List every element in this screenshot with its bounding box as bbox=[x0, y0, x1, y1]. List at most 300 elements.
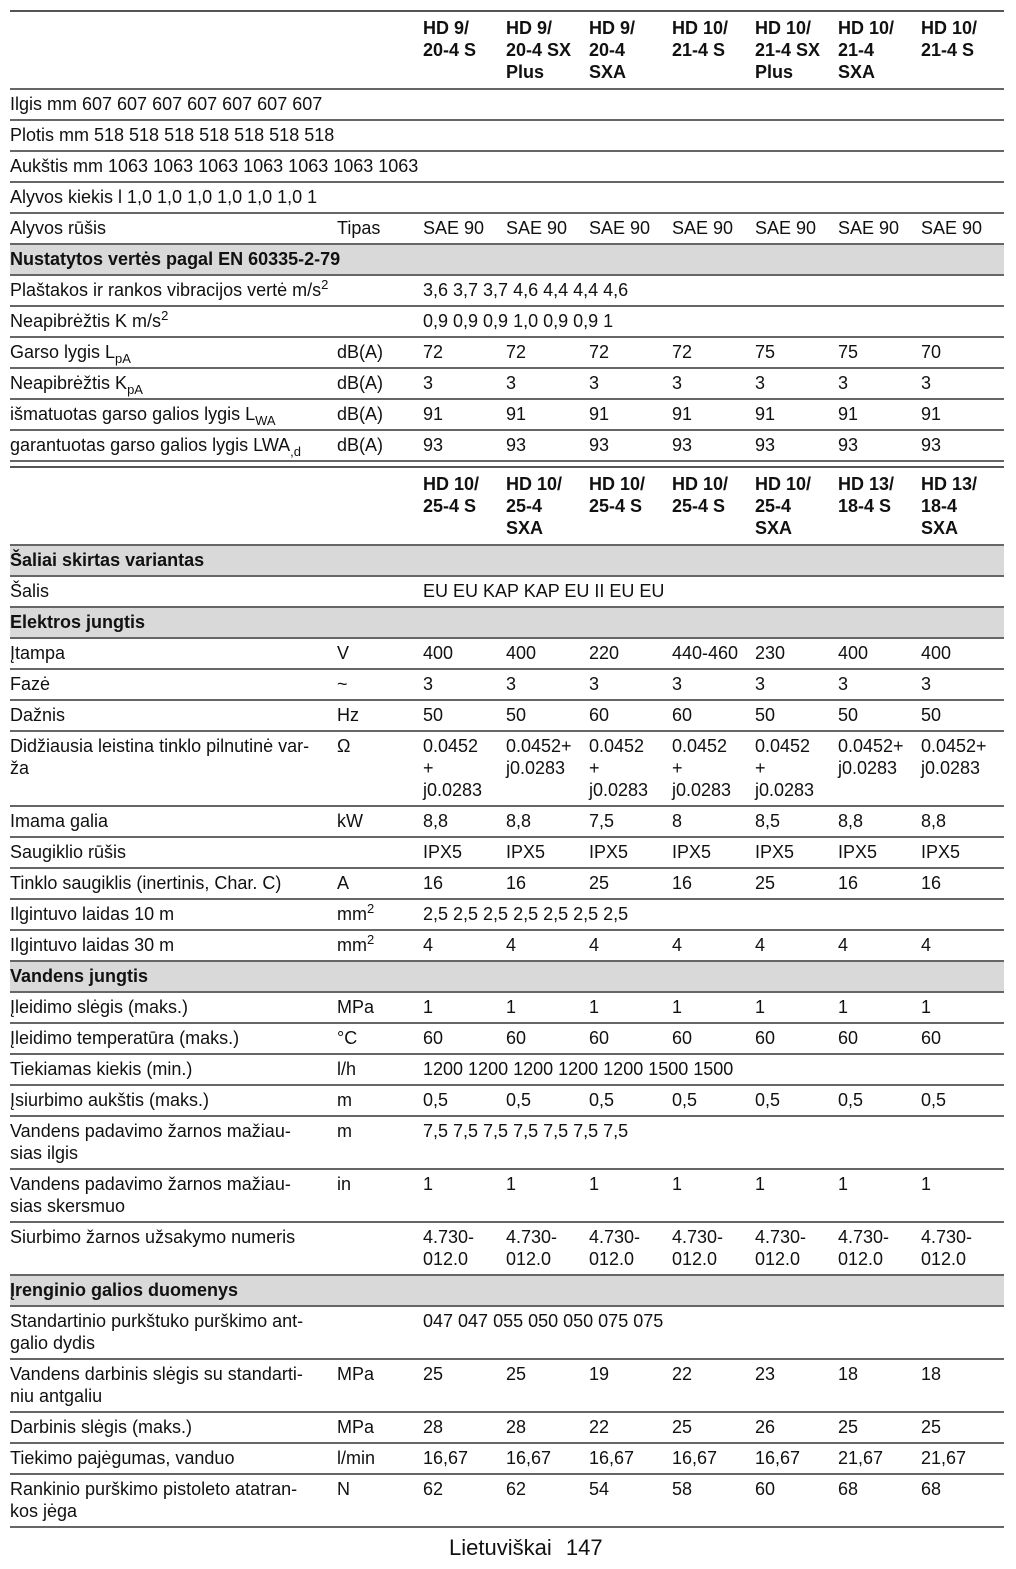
header-blank bbox=[337, 473, 423, 539]
row-unit-text: V bbox=[337, 643, 350, 663]
table-row bbox=[10, 732, 1004, 807]
row-value: 70 bbox=[921, 342, 942, 362]
row-unit bbox=[337, 1478, 423, 1522]
row-label-text: Standartinio purkštuko purškimo ant- galio dydis bbox=[10, 1311, 304, 1353]
row-value: 28 bbox=[506, 1417, 527, 1437]
row-label bbox=[10, 1027, 337, 1049]
row-label bbox=[10, 1310, 337, 1354]
row-value: 50 bbox=[838, 705, 859, 725]
header-row bbox=[10, 12, 1004, 90]
row-value: 58 bbox=[672, 1479, 693, 1499]
row-value: 18 bbox=[838, 1364, 859, 1384]
row-value: 75 bbox=[838, 342, 859, 362]
row-label bbox=[10, 735, 337, 801]
row-value: 25 bbox=[589, 873, 610, 893]
row-value: 4 bbox=[423, 935, 434, 955]
row-label-text: Įleidimo slėgis (maks.) bbox=[10, 997, 189, 1017]
row-value: 91 bbox=[589, 404, 610, 424]
row-unit bbox=[337, 1416, 423, 1438]
row-value: 230 bbox=[755, 643, 786, 663]
spec-table-2 bbox=[10, 466, 1004, 1528]
section-header bbox=[10, 608, 1004, 639]
row-unit bbox=[337, 903, 423, 925]
row-value: 16 bbox=[838, 873, 859, 893]
row-value: 1 bbox=[921, 997, 932, 1017]
section-title: Vandens jungtis bbox=[10, 966, 149, 986]
table-row bbox=[10, 338, 1004, 369]
row-value: 50 bbox=[921, 705, 942, 725]
row-value: 4.730- 012.0 bbox=[838, 1227, 890, 1269]
row-text: Ilgis mm 607 607 607 607 607 607 607 bbox=[10, 94, 323, 114]
row-value: 72 bbox=[423, 342, 444, 362]
row-label-text: Ilgintuvo laidas 10 m bbox=[10, 904, 175, 924]
row-unit bbox=[337, 996, 423, 1018]
row-value: 1 bbox=[589, 1174, 600, 1194]
row-value: 91 bbox=[672, 404, 693, 424]
row-label bbox=[10, 310, 337, 332]
row-label-text: Fazė bbox=[10, 674, 51, 694]
row-value: 93 bbox=[672, 435, 693, 455]
row-value: 0.0452 + j0.0283 bbox=[672, 736, 732, 800]
row-unit bbox=[337, 372, 423, 394]
row-label bbox=[10, 872, 337, 894]
row-value: 0,5 bbox=[838, 1090, 864, 1110]
row-value: 50 bbox=[506, 705, 527, 725]
row-label bbox=[10, 934, 337, 956]
row-value: 91 bbox=[755, 404, 776, 424]
row-label-text: Įtampa bbox=[10, 643, 66, 663]
row-unit-text: ~ bbox=[337, 674, 348, 694]
table-row bbox=[10, 183, 1004, 214]
model-header: HD 10/ 21-4 S bbox=[921, 18, 978, 60]
model-header: HD 9/ 20-4 SX Plus bbox=[506, 18, 572, 82]
row-label-sub: pA bbox=[127, 382, 143, 397]
table-row bbox=[10, 1055, 1004, 1086]
row-value: 1 bbox=[921, 1174, 932, 1194]
row-value: 19 bbox=[589, 1364, 610, 1384]
table-row bbox=[10, 307, 1004, 338]
table-row bbox=[10, 1413, 1004, 1444]
row-value: 16 bbox=[423, 873, 444, 893]
row-unit bbox=[337, 841, 423, 863]
row-value: 4 bbox=[838, 935, 849, 955]
row-label bbox=[10, 1447, 337, 1469]
row-value: 22 bbox=[672, 1364, 693, 1384]
row-label-text: Tiekiamas kiekis (min.) bbox=[10, 1059, 193, 1079]
row-values: 0,9 0,9 0,9 1,0 0,9 0,9 1 bbox=[423, 311, 614, 331]
model-header: HD 10/ 25-4 SXA bbox=[755, 474, 812, 538]
row-unit-text: MPa bbox=[337, 1364, 375, 1384]
row-value: 4 bbox=[921, 935, 932, 955]
row-label-text: Alyvos rūšis bbox=[10, 218, 107, 238]
header-blank bbox=[10, 17, 337, 83]
row-value: IPX5 bbox=[755, 842, 795, 862]
row-value: IPX5 bbox=[506, 842, 546, 862]
table-row bbox=[10, 431, 1004, 462]
row-label bbox=[10, 1226, 337, 1270]
row-value: IPX5 bbox=[589, 842, 629, 862]
row-value: 72 bbox=[589, 342, 610, 362]
row-value: 91 bbox=[838, 404, 859, 424]
row-value: 4.730- 012.0 bbox=[672, 1227, 724, 1269]
row-unit-text: Hz bbox=[337, 705, 359, 725]
row-value: 25 bbox=[672, 1417, 693, 1437]
row-value: 4 bbox=[755, 935, 766, 955]
row-label-text: Darbinis slėgis (maks.) bbox=[10, 1417, 193, 1437]
row-unit-text: MPa bbox=[337, 1417, 375, 1437]
row-label bbox=[10, 903, 337, 925]
row-value: 25 bbox=[423, 1364, 444, 1384]
model-header: HD 10/ 21-4 SX Plus bbox=[755, 18, 821, 82]
row-unit bbox=[337, 217, 423, 239]
row-value: IPX5 bbox=[423, 842, 463, 862]
row-label-text: Neapibrėžtis K bbox=[10, 373, 128, 393]
row-label-text: Imama galia bbox=[10, 811, 109, 831]
row-value: 16,67 bbox=[589, 1448, 635, 1468]
row-value: 3 bbox=[755, 373, 766, 393]
row-value: 16 bbox=[506, 873, 527, 893]
row-value: 60 bbox=[589, 1028, 610, 1048]
row-value: 8,5 bbox=[755, 811, 781, 831]
row-value: 60 bbox=[672, 1028, 693, 1048]
row-value: 72 bbox=[506, 342, 527, 362]
row-label-text: Dažnis bbox=[10, 705, 66, 725]
section-header bbox=[10, 546, 1004, 577]
row-label-text: išmatuotas garso galios lygis L bbox=[10, 404, 256, 424]
row-value: 0,5 bbox=[672, 1090, 698, 1110]
row-label bbox=[10, 1478, 337, 1522]
row-unit bbox=[337, 673, 423, 695]
row-value: 0.0452 + j0.0283 bbox=[423, 736, 483, 800]
row-unit-sup: 2 bbox=[367, 901, 375, 916]
row-value: 4.730- 012.0 bbox=[589, 1227, 641, 1269]
row-value: 16,67 bbox=[755, 1448, 801, 1468]
row-unit-text: mm bbox=[337, 904, 367, 924]
row-value: 4 bbox=[506, 935, 517, 955]
row-value: 60 bbox=[506, 1028, 527, 1048]
table-row bbox=[10, 400, 1004, 431]
row-unit bbox=[337, 735, 423, 801]
row-label bbox=[10, 580, 337, 602]
row-unit-text: Ω bbox=[337, 736, 351, 756]
row-value: 3 bbox=[921, 373, 932, 393]
row-value: 0,5 bbox=[506, 1090, 532, 1110]
row-label-text: Tiekimo pajėgumas, vanduo bbox=[10, 1448, 235, 1468]
table-row bbox=[10, 276, 1004, 307]
row-value: 1 bbox=[838, 997, 849, 1017]
row-value: 3 bbox=[838, 674, 849, 694]
row-label bbox=[10, 642, 337, 664]
row-unit-sup: 2 bbox=[367, 932, 375, 947]
table-row bbox=[10, 639, 1004, 670]
row-label bbox=[10, 372, 337, 397]
table-row bbox=[10, 838, 1004, 869]
section-header bbox=[10, 962, 1004, 993]
table-row bbox=[10, 1360, 1004, 1413]
row-unit-text: dB(A) bbox=[337, 342, 384, 362]
row-unit bbox=[337, 872, 423, 894]
row-value: IPX5 bbox=[672, 842, 712, 862]
table-row bbox=[10, 869, 1004, 900]
row-value: 25 bbox=[921, 1417, 942, 1437]
page-number: 147 bbox=[565, 1535, 603, 1560]
page-footer bbox=[449, 1535, 611, 1561]
row-label-text: Didžiausia leistina tinklo pilnutinė var- ža bbox=[10, 736, 310, 778]
row-unit-text: in bbox=[337, 1174, 352, 1194]
row-value: 0,5 bbox=[755, 1090, 781, 1110]
row-label bbox=[10, 1416, 337, 1438]
row-label bbox=[10, 810, 337, 832]
row-label bbox=[10, 217, 337, 239]
table-row bbox=[10, 701, 1004, 732]
row-unit bbox=[337, 403, 423, 425]
row-label bbox=[10, 341, 337, 366]
row-label bbox=[10, 1058, 337, 1080]
row-unit-text: dB(A) bbox=[337, 373, 384, 393]
table-row bbox=[10, 577, 1004, 608]
spec-table-1 bbox=[10, 10, 1004, 462]
row-value: SAE 90 bbox=[921, 218, 983, 238]
row-value: 3 bbox=[838, 373, 849, 393]
model-header: HD 10/ 25-4 SXA bbox=[506, 474, 563, 538]
row-value: 91 bbox=[423, 404, 444, 424]
row-value: 0,5 bbox=[423, 1090, 449, 1110]
row-label bbox=[10, 841, 337, 863]
row-value: 28 bbox=[423, 1417, 444, 1437]
row-unit-text: kW bbox=[337, 811, 363, 831]
row-value: 220 bbox=[589, 643, 620, 663]
section-title: Įrenginio galios duomenys bbox=[10, 1280, 239, 1300]
table-row bbox=[10, 807, 1004, 838]
model-header: HD 10/ 21-4 SXA bbox=[838, 18, 895, 82]
row-value: 68 bbox=[838, 1479, 859, 1499]
row-value: 1 bbox=[672, 997, 683, 1017]
row-label bbox=[10, 704, 337, 726]
row-label-text: Įsiurbimo aukštis (maks.) bbox=[10, 1090, 210, 1110]
section-title: Elektros jungtis bbox=[10, 612, 146, 632]
row-label-text: Vandens darbinis slėgis su standarti- niu antgaliu bbox=[10, 1364, 303, 1406]
row-value: 60 bbox=[755, 1028, 776, 1048]
row-label-text: Garso lygis L bbox=[10, 342, 116, 362]
model-header: HD 10/ 25-4 S bbox=[589, 474, 646, 516]
table-row bbox=[10, 214, 1004, 245]
row-label-sup: 2 bbox=[321, 277, 329, 292]
row-value: 8,8 bbox=[921, 811, 947, 831]
row-unit-text: m bbox=[337, 1121, 352, 1141]
row-value: 4 bbox=[589, 935, 600, 955]
row-value: 60 bbox=[921, 1028, 942, 1048]
row-value: 0.0452+ j0.0283 bbox=[921, 736, 987, 778]
row-label bbox=[10, 1120, 337, 1164]
row-value: 3 bbox=[506, 373, 517, 393]
row-value: 60 bbox=[672, 705, 693, 725]
row-value: 3 bbox=[921, 674, 932, 694]
row-unit bbox=[337, 1310, 423, 1354]
section-header bbox=[10, 245, 1004, 276]
table-row bbox=[10, 900, 1004, 931]
row-value: 3 bbox=[589, 674, 600, 694]
table-row bbox=[10, 1170, 1004, 1223]
row-unit bbox=[337, 1173, 423, 1217]
row-value: 25 bbox=[838, 1417, 859, 1437]
row-value: IPX5 bbox=[921, 842, 961, 862]
table-row bbox=[10, 1307, 1004, 1360]
row-label-text: Neapibrėžtis K m/s bbox=[10, 311, 162, 331]
row-value: 8 bbox=[672, 811, 683, 831]
row-value: 50 bbox=[423, 705, 444, 725]
model-header: HD 10/ 25-4 S bbox=[672, 474, 729, 516]
row-value: 8,8 bbox=[423, 811, 449, 831]
row-value: 93 bbox=[838, 435, 859, 455]
row-unit bbox=[337, 434, 423, 456]
row-value: 440-460 bbox=[672, 643, 739, 663]
row-value: 21,67 bbox=[838, 1448, 884, 1468]
row-value: 400 bbox=[506, 643, 537, 663]
row-values: 047 047 055 050 050 075 075 bbox=[423, 1311, 664, 1331]
row-value: 4.730- 012.0 bbox=[506, 1227, 558, 1269]
row-label-text: Rankinio purškimo pistoleto atatran- kos jėga bbox=[10, 1479, 298, 1521]
row-value: 400 bbox=[921, 643, 952, 663]
table-row bbox=[10, 1024, 1004, 1055]
row-value: 1 bbox=[506, 997, 517, 1017]
row-value: 25 bbox=[755, 873, 776, 893]
row-value: 50 bbox=[755, 705, 776, 725]
row-value: 93 bbox=[506, 435, 527, 455]
row-label bbox=[10, 1363, 337, 1407]
row-value: 72 bbox=[672, 342, 693, 362]
row-unit bbox=[337, 1363, 423, 1407]
row-value: SAE 90 bbox=[506, 218, 568, 238]
row-value: 16,67 bbox=[506, 1448, 552, 1468]
row-value: 0.0452+ j0.0283 bbox=[838, 736, 904, 778]
row-value: 1 bbox=[755, 1174, 766, 1194]
row-unit-text: dB(A) bbox=[337, 404, 384, 424]
row-unit-text: N bbox=[337, 1479, 350, 1499]
row-value: 3 bbox=[506, 674, 517, 694]
row-value: 60 bbox=[838, 1028, 859, 1048]
row-unit bbox=[337, 1226, 423, 1270]
row-label bbox=[10, 279, 337, 301]
row-value: 75 bbox=[755, 342, 776, 362]
row-unit bbox=[337, 704, 423, 726]
table-row bbox=[10, 152, 1004, 183]
table-row bbox=[10, 369, 1004, 400]
table-row bbox=[10, 993, 1004, 1024]
row-unit bbox=[337, 934, 423, 956]
table-row bbox=[10, 670, 1004, 701]
row-label bbox=[10, 996, 337, 1018]
row-value: 93 bbox=[921, 435, 942, 455]
row-value: 23 bbox=[755, 1364, 776, 1384]
section-header bbox=[10, 1276, 1004, 1307]
row-label bbox=[10, 403, 337, 428]
table-row bbox=[10, 90, 1004, 121]
row-value: 1 bbox=[423, 997, 434, 1017]
row-unit-text: mm bbox=[337, 935, 367, 955]
row-text: Plotis mm 518 518 518 518 518 518 518 bbox=[10, 125, 335, 145]
row-unit-text: MPa bbox=[337, 997, 375, 1017]
row-value: 4.730- 012.0 bbox=[755, 1227, 807, 1269]
row-label-text: Plaštakos ir rankos vibracijos vertė m/s bbox=[10, 280, 322, 300]
row-unit bbox=[337, 1089, 423, 1111]
row-value: 60 bbox=[589, 705, 610, 725]
row-label bbox=[10, 434, 337, 459]
model-header: HD 13/ 18-4 S bbox=[838, 474, 895, 516]
model-header: HD 10/ 21-4 S bbox=[672, 18, 729, 60]
header-blank bbox=[10, 473, 337, 539]
row-unit bbox=[337, 1027, 423, 1049]
section-title: Šaliai skirtas variantas bbox=[10, 550, 205, 570]
row-values: 2,5 2,5 2,5 2,5 2,5 2,5 2,5 bbox=[423, 904, 629, 924]
row-label-text: Vandens padavimo žarnos mažiau- sias skersmuo bbox=[10, 1174, 291, 1216]
row-label bbox=[10, 1173, 337, 1217]
row-value: SAE 90 bbox=[423, 218, 485, 238]
row-value: 93 bbox=[589, 435, 610, 455]
row-value: 91 bbox=[921, 404, 942, 424]
row-value: 1 bbox=[672, 1174, 683, 1194]
row-values: 3,6 3,7 3,7 4,6 4,4 4,4 4,6 bbox=[423, 280, 629, 300]
row-label-sub: pA bbox=[115, 351, 131, 366]
row-value: 3 bbox=[589, 373, 600, 393]
row-value: 26 bbox=[755, 1417, 776, 1437]
row-value: 16 bbox=[672, 873, 693, 893]
row-value: 16,67 bbox=[423, 1448, 469, 1468]
row-label-text: garantuotas garso galios lygis LWA bbox=[10, 435, 291, 455]
row-value: 0,5 bbox=[589, 1090, 615, 1110]
row-value: SAE 90 bbox=[672, 218, 734, 238]
row-value: 3 bbox=[755, 674, 766, 694]
row-unit bbox=[337, 810, 423, 832]
row-text: Aukštis mm 1063 1063 1063 1063 1063 1063 1063 bbox=[10, 156, 419, 176]
row-value: 0.0452+ j0.0283 bbox=[506, 736, 572, 778]
row-label-text: Siurbimo žarnos užsakymo numeris bbox=[10, 1227, 296, 1247]
row-unit-text: dB(A) bbox=[337, 435, 384, 455]
row-value: IPX5 bbox=[838, 842, 878, 862]
row-value: 68 bbox=[921, 1479, 942, 1499]
row-value: 3 bbox=[423, 674, 434, 694]
header-row bbox=[10, 468, 1004, 546]
row-value: 16,67 bbox=[672, 1448, 718, 1468]
model-header: HD 9/ 20-4 S bbox=[423, 18, 477, 60]
row-value: 4.730- 012.0 bbox=[921, 1227, 973, 1269]
row-label bbox=[10, 1089, 337, 1111]
model-header: HD 10/ 25-4 S bbox=[423, 474, 480, 516]
footer-language: Lietuviškai bbox=[449, 1535, 552, 1560]
row-values: 1200 1200 1200 1200 1200 1500 1500 bbox=[423, 1059, 734, 1079]
table-row bbox=[10, 121, 1004, 152]
row-label-text: Vandens padavimo žarnos mažiau- sias ilgis bbox=[10, 1121, 291, 1163]
row-value: 4 bbox=[672, 935, 683, 955]
row-value: 93 bbox=[755, 435, 776, 455]
row-values: 7,5 7,5 7,5 7,5 7,5 7,5 7,5 bbox=[423, 1121, 629, 1141]
table-row bbox=[10, 931, 1004, 962]
row-value: 25 bbox=[506, 1364, 527, 1384]
row-value: 21,67 bbox=[921, 1448, 967, 1468]
row-unit-text: l/h bbox=[337, 1059, 357, 1079]
row-text: Alyvos kiekis l 1,0 1,0 1,0 1,0 1,0 1,0 1 bbox=[10, 187, 318, 207]
row-unit bbox=[337, 341, 423, 363]
table-row bbox=[10, 1475, 1004, 1528]
row-value: 1 bbox=[755, 997, 766, 1017]
row-label-text: Saugiklio rūšis bbox=[10, 842, 127, 862]
row-value: 22 bbox=[589, 1417, 610, 1437]
row-unit-text: l/min bbox=[337, 1448, 376, 1468]
row-value: 91 bbox=[506, 404, 527, 424]
row-value: 400 bbox=[423, 643, 454, 663]
row-value: 0.0452 + j0.0283 bbox=[589, 736, 649, 800]
row-unit bbox=[337, 580, 423, 602]
row-label-sub: WA bbox=[255, 413, 276, 428]
